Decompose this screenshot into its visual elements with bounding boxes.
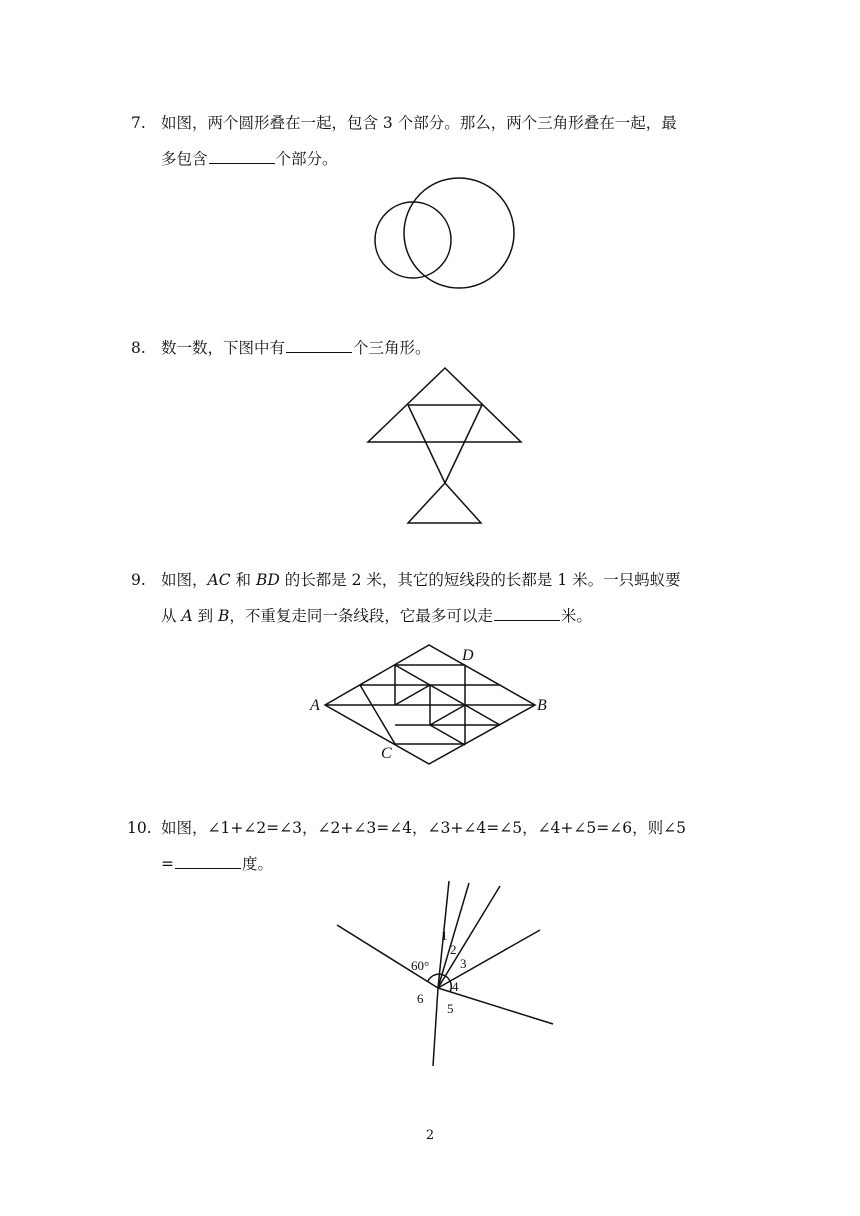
label-angle-2: 2 — [450, 942, 457, 957]
label-angle-1: 1 — [441, 928, 448, 943]
question-text: 如图，两个圆形叠在一起，包含 3 个部分。那么，两个三角形叠在一起，最 — [161, 114, 677, 132]
question-text-line2: 从 A 到 B，不重复走同一条线段，它最多可以走 米。 — [161, 607, 592, 625]
label-60-degrees: 60° — [411, 958, 430, 973]
ray-down — [433, 988, 438, 1066]
page-number: 2 — [425, 1128, 435, 1143]
question-text: 如图，AC 和 BD 的长都是 2 米，其它的短线段的长都是 1 米。一只蚂蚁要 — [161, 571, 681, 589]
question-number: 8. — [131, 339, 146, 357]
label-angle-3: 3 — [460, 956, 467, 971]
label-D: D — [462, 647, 474, 664]
question-text: 如图，∠1+∠2=∠3，∠2+∠3=∠4，∠3+∠4=∠5，∠4+∠5=∠6，则∠5 — [161, 819, 686, 837]
question-text-line2: 多包含 个部分。 — [161, 150, 338, 168]
ray-upper-left — [337, 925, 438, 988]
question-text: 数一数，下图中有 个三角形。 — [161, 339, 431, 357]
question-text-line2: = 度。 — [161, 855, 274, 873]
question-number: 7. — [131, 114, 146, 132]
question-number: 10. — [127, 819, 152, 837]
label-angle-4: 4 — [452, 979, 459, 994]
label-B: B — [537, 697, 547, 714]
question-number: 9. — [131, 571, 146, 589]
label-C: C — [381, 745, 392, 762]
label-A: A — [310, 697, 320, 714]
label-angle-6: 6 — [417, 991, 424, 1006]
label-angle-5: 5 — [447, 1001, 454, 1016]
